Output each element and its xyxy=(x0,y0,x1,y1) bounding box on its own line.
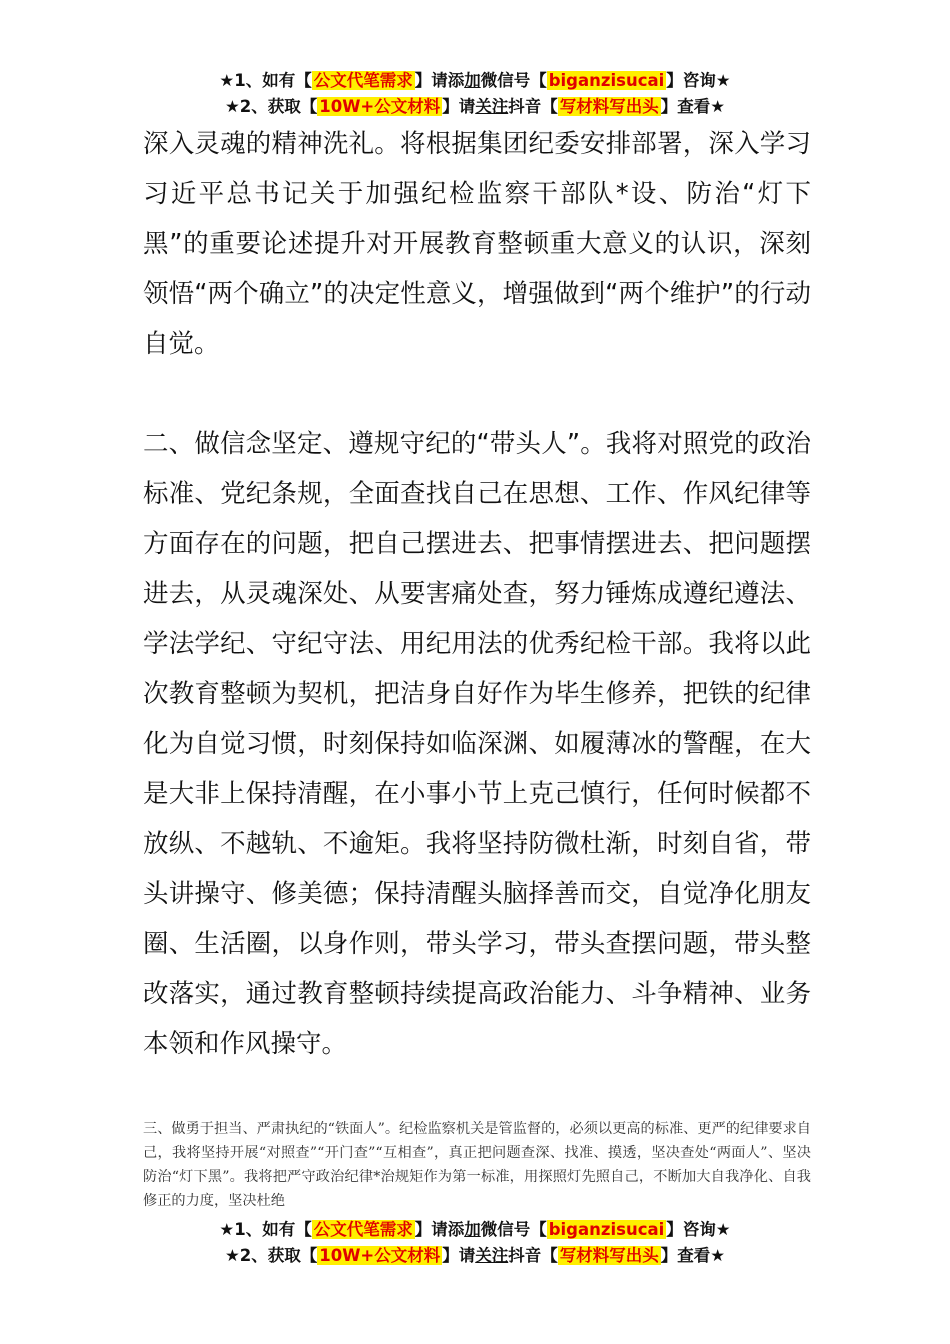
banner-text: 微信号【 xyxy=(480,71,547,90)
banner-text: 抖音【 xyxy=(508,97,558,116)
banner-text: 】咨询★ xyxy=(666,1220,731,1239)
banner-text: 】请 xyxy=(442,97,476,116)
banner-line-1 xyxy=(0,1217,950,1243)
highlight-service: 公文代笔需求 xyxy=(313,71,413,90)
banner-text: 】请 xyxy=(442,1246,476,1265)
top-banner xyxy=(0,68,950,120)
banner-text: ★1、如有【 xyxy=(219,71,312,90)
banner-text: 】请添 xyxy=(414,1220,465,1239)
banner-underlined: 加 xyxy=(464,71,481,90)
banner-text: 】查看★ xyxy=(660,97,726,116)
highlight-douyin: 写材料写出头 xyxy=(559,97,659,116)
highlight-douyin: 写材料写出头 xyxy=(559,1246,659,1265)
paragraph-1: 深入灵魂的精神洗礼。将根据集团纪委安排部署，深入学习习近平总书记关于加强纪检监察干部队*设、防治“灯下黑”的重要论述提升对开展教育整顿重大意义的认识，深刻领悟“两个确立”的决定性意义，增强做到“两个维护”的行动自觉。 xyxy=(143,129,811,359)
banner-text: 抖音【 xyxy=(508,1246,558,1265)
highlight-materials: 10W+公文材料 xyxy=(319,1246,441,1265)
banner-text: ★2、获取【 xyxy=(224,1246,318,1265)
highlight-wechat-id: biganzisucai xyxy=(548,71,665,90)
banner-underlined: 关注 xyxy=(475,1246,509,1265)
banner-underlined: 关注 xyxy=(475,97,509,116)
banner-line-2 xyxy=(0,1243,950,1269)
banner-text: ★1、如有【 xyxy=(219,1220,312,1239)
banner-text: 】查看★ xyxy=(660,1246,726,1265)
bottom-banner xyxy=(0,1217,950,1269)
banner-line-2 xyxy=(0,94,950,120)
banner-text: 】请添 xyxy=(414,71,465,90)
banner-line-1 xyxy=(0,68,950,94)
paragraph-2: 二、做信念坚定、遵规守纪的“带头人”。我将对照党的政治标准、党纪条规，全面查找自己在思想、工作、作风纪律等方面存在的问题，把自己摆进去、把事情摆进去、把问题摆进去，从灵魂深处、从要害痛处查，努力锤炼成遵纪遵法、学法学纪、守纪守法、用纪用法的优秀纪检干部。我将以此次教育整顿为契机，把洁身自好作为毕生修养，把铁的纪律化为自觉习惯，时刻保持如临深渊、如履薄冰的警醒，在大是大非上保持清醒，在小事小节上克己慎行，任何时候都不放纵、不越轨、不逾矩。我将坚持防微杜渐，时刻自省，带头讲操守、修美德；保持清醒头脑择善而交，自觉净化朋友圈、生活圈，以身作则，带头学习，带头查摆问题，带头整改落实，通过教育整顿持续提高政治能力、斗争精神、业务本领和作风操守。 xyxy=(143,429,811,1059)
banner-text: ★2、获取【 xyxy=(224,97,318,116)
banner-text: 】咨询★ xyxy=(666,71,731,90)
paragraph-3: 三、做勇于担当、严肃执纪的“铁面人”。纪检监察机关是管监督的，必须以更高的标准、更严的纪律要求自己，我将坚持开展“对照查”“开门查”“互相查”，真正把问题查深、找准、摸透，坚决查处“两面人”、坚决防治“灯下黑”。我将把严守政治纪律*治规矩作为第一标准，用探照灯先照自己，不断加大自我净化、自我修正的力度，坚决杜绝 xyxy=(143,1121,811,1209)
banner-underlined: 加 xyxy=(464,1220,481,1239)
highlight-wechat-id: biganzisucai xyxy=(548,1220,665,1239)
banner-text: 微信号【 xyxy=(480,1220,547,1239)
highlight-materials: 10W+公文材料 xyxy=(319,97,441,116)
highlight-service: 公文代笔需求 xyxy=(313,1220,413,1239)
